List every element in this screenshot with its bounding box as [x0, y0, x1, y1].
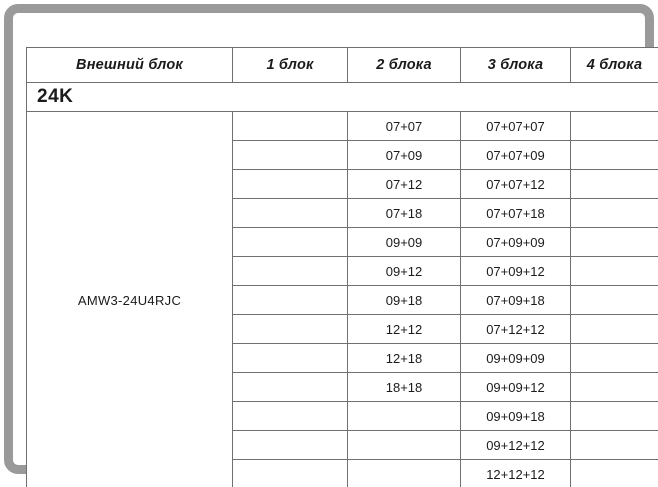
- cell-2-blocks: 07+09: [348, 141, 461, 170]
- cell-3-blocks: 09+09+09: [461, 344, 571, 373]
- cell-3-blocks: 09+09+18: [461, 402, 571, 431]
- cell-2-blocks: 12+18: [348, 344, 461, 373]
- cell-3-blocks: 07+09+12: [461, 257, 571, 286]
- table-header-row: [27, 48, 658, 83]
- cell-2-blocks: [348, 431, 461, 460]
- cell-3-blocks: 07+07+18: [461, 199, 571, 228]
- cell-4-blocks: [571, 373, 658, 402]
- compatibility-table: [26, 47, 658, 487]
- cell-2-blocks: 07+12: [348, 170, 461, 199]
- cell-1-block: [233, 460, 348, 487]
- table-header: [27, 48, 658, 83]
- cell-4-blocks: [571, 286, 658, 315]
- cell-1-block: [233, 141, 348, 170]
- cell-2-blocks: 12+12: [348, 315, 461, 344]
- column-header-4-blocks: 4 блока: [571, 48, 658, 83]
- table-body: [27, 83, 658, 487]
- cell-1-block: [233, 199, 348, 228]
- cell-4-blocks: [571, 402, 658, 431]
- cell-2-blocks: 18+18: [348, 373, 461, 402]
- cell-3-blocks: 07+07+12: [461, 170, 571, 199]
- cell-2-blocks: 09+09: [348, 228, 461, 257]
- cell-4-blocks: [571, 257, 658, 286]
- cell-2-blocks: 07+07: [348, 112, 461, 141]
- cell-4-blocks: [571, 344, 658, 373]
- column-header-3-blocks: 3 блока: [461, 48, 571, 83]
- cell-4-blocks: [571, 141, 658, 170]
- cell-3-blocks: 07+09+09: [461, 228, 571, 257]
- cell-2-blocks: 09+12: [348, 257, 461, 286]
- cell-4-blocks: [571, 460, 658, 487]
- cell-1-block: [233, 228, 348, 257]
- model-name-cell: AMW3-24U4RJC: [27, 112, 233, 487]
- column-header-outdoor-unit: Внешний блок: [27, 48, 233, 83]
- table-frame: [4, 4, 654, 474]
- table-row: [27, 112, 658, 141]
- cell-3-blocks: 07+07+09: [461, 141, 571, 170]
- compatibility-table-wrapper: [26, 47, 658, 487]
- cell-1-block: [233, 286, 348, 315]
- cell-2-blocks: 09+18: [348, 286, 461, 315]
- cell-4-blocks: [571, 170, 658, 199]
- cell-1-block: [233, 344, 348, 373]
- cell-3-blocks: 07+07+07: [461, 112, 571, 141]
- cell-4-blocks: [571, 112, 658, 141]
- cell-4-blocks: [571, 315, 658, 344]
- column-header-2-blocks: 2 блока: [348, 48, 461, 83]
- cell-1-block: [233, 431, 348, 460]
- cell-1-block: [233, 112, 348, 141]
- section-title: 24K: [27, 83, 658, 112]
- cell-1-block: [233, 315, 348, 344]
- cell-1-block: [233, 373, 348, 402]
- cell-3-blocks: 07+12+12: [461, 315, 571, 344]
- cell-3-blocks: 07+09+18: [461, 286, 571, 315]
- cell-3-blocks: 09+09+12: [461, 373, 571, 402]
- cell-2-blocks: [348, 460, 461, 487]
- cell-2-blocks: [348, 402, 461, 431]
- cell-4-blocks: [571, 228, 658, 257]
- column-header-1-block: 1 блок: [233, 48, 348, 83]
- cell-3-blocks: 09+12+12: [461, 431, 571, 460]
- cell-1-block: [233, 170, 348, 199]
- cell-1-block: [233, 257, 348, 286]
- cell-2-blocks: 07+18: [348, 199, 461, 228]
- cell-1-block: [233, 402, 348, 431]
- section-row-24k: [27, 83, 658, 112]
- cell-4-blocks: [571, 199, 658, 228]
- cell-4-blocks: [571, 431, 658, 460]
- cell-3-blocks: 12+12+12: [461, 460, 571, 487]
